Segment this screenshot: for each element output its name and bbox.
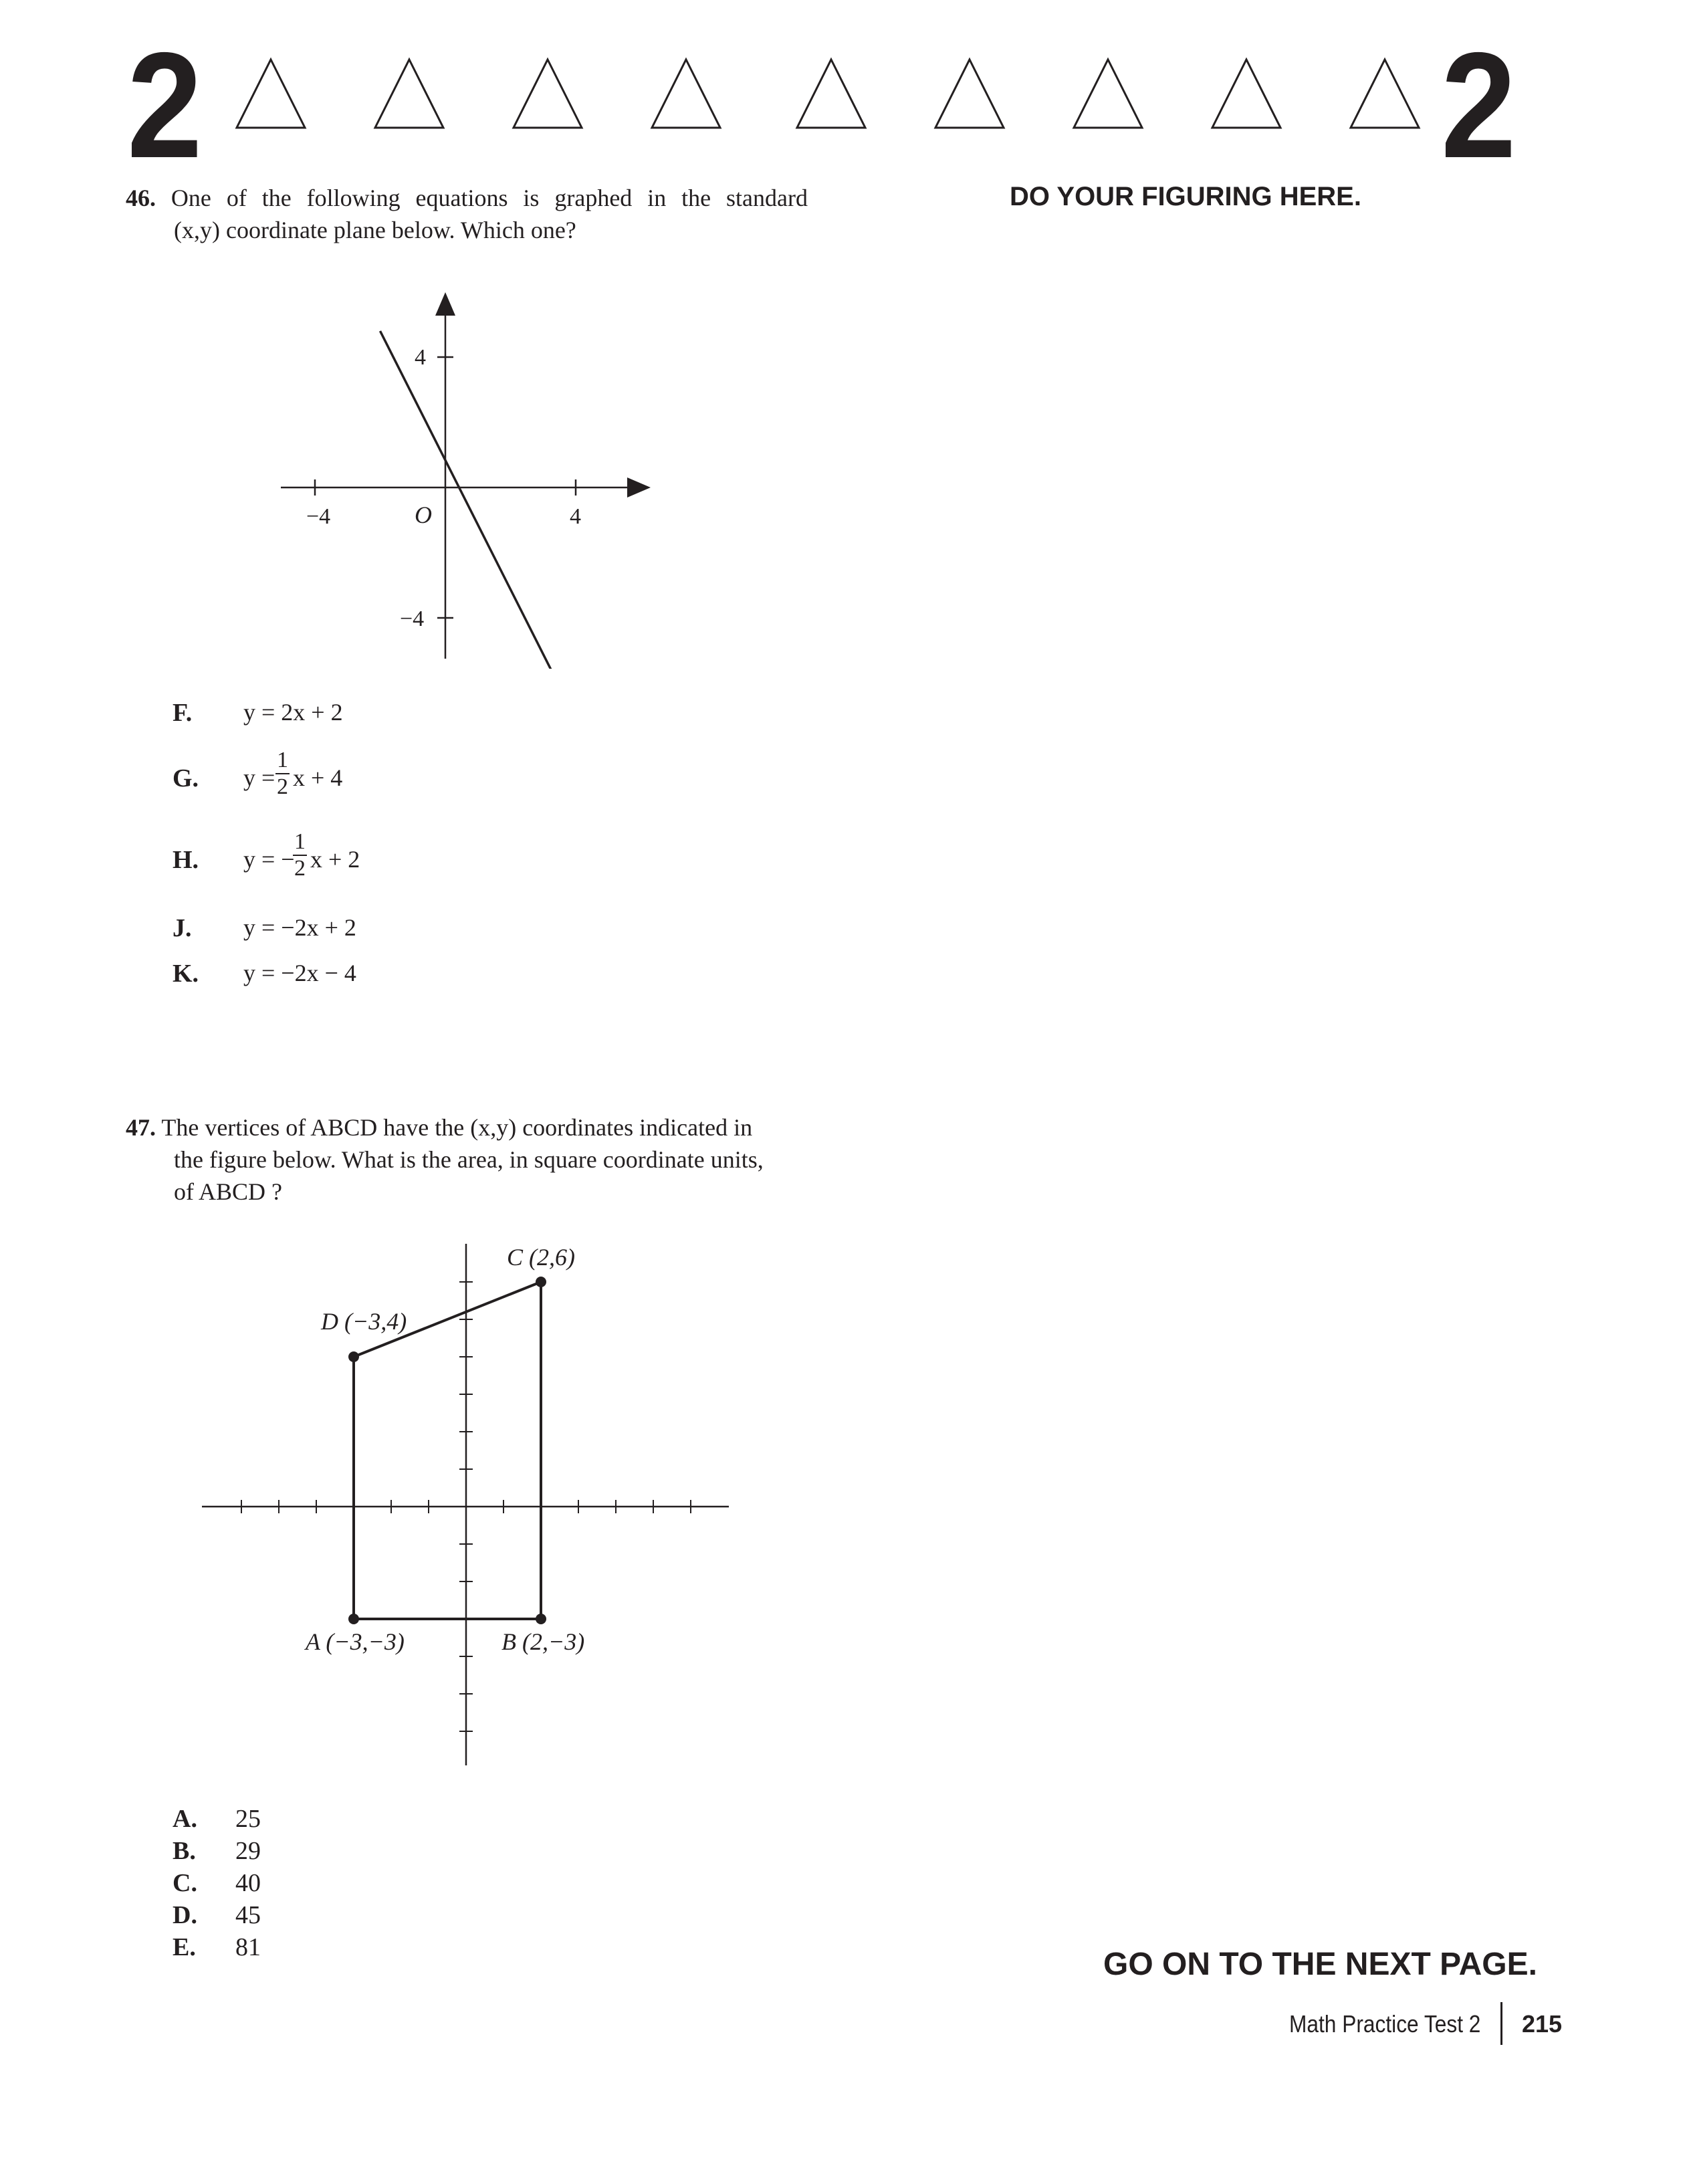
option-equation-left: y = − <box>243 846 295 873</box>
fraction-numerator: 1 <box>293 829 307 856</box>
question-text: of ABCD ? <box>174 1178 282 1205</box>
next-page-note: GO ON TO THE NEXT PAGE. <box>1103 1947 1537 1982</box>
q47-options <box>173 1803 261 1963</box>
option-e[interactable] <box>173 1931 261 1963</box>
triangle-icon <box>511 57 584 130</box>
option-equation: y = 2x + 2 <box>243 699 343 726</box>
vertex-b <box>536 1614 546 1624</box>
option-value: 40 <box>235 1869 261 1897</box>
option-b[interactable] <box>173 1835 261 1867</box>
option-letter: D. <box>173 1901 197 1929</box>
x-tick-label: 4 <box>570 504 581 529</box>
triangle-icon <box>1348 57 1422 130</box>
question-number: 47. <box>126 1114 156 1141</box>
option-equation-right: x + 2 <box>310 846 360 873</box>
option-value: 29 <box>235 1837 261 1865</box>
y-tick-label: 4 <box>415 345 426 370</box>
fraction-denominator: 2 <box>277 774 288 799</box>
test-name: Math Practice Test 2 <box>1289 2010 1481 2038</box>
option-letter: C. <box>173 1869 197 1897</box>
option-letter: A. <box>173 1805 197 1833</box>
vertex-c <box>536 1277 546 1287</box>
fraction <box>275 748 290 800</box>
footer-divider <box>1500 2002 1502 2045</box>
question-text: One of the following equations is graphed in the standard <box>171 185 808 211</box>
option-letter: K. <box>173 960 199 988</box>
vertex-a <box>348 1614 359 1624</box>
option-letter: H. <box>173 846 199 874</box>
option-letter: B. <box>173 1837 196 1865</box>
question-text: (x,y) coordinate plane below. Which one? <box>174 217 576 243</box>
question-46 <box>126 182 808 246</box>
vertex-d-label: D (−3,4) <box>321 1308 407 1335</box>
x-tick-label: −4 <box>306 504 331 529</box>
option-value: 45 <box>235 1901 261 1929</box>
question-text: the figure below. What is the area, in square coordinate units, <box>174 1146 764 1173</box>
fraction-numerator: 1 <box>275 748 290 774</box>
triangle-icon <box>649 57 723 130</box>
option-a[interactable] <box>173 1803 261 1835</box>
fraction <box>293 829 307 881</box>
option-letter: J. <box>173 914 192 942</box>
option-equation: y = −2x − 4 <box>243 960 356 986</box>
section-number-left: 2 <box>127 21 203 189</box>
triangle-icon <box>1210 57 1283 130</box>
fraction-denominator: 2 <box>294 856 306 881</box>
option-value: 25 <box>235 1805 261 1833</box>
option-d[interactable] <box>173 1899 261 1931</box>
triangle-icon <box>794 57 868 130</box>
question-number: 46. <box>126 185 156 211</box>
origin-label: O <box>415 502 432 528</box>
option-letter: F. <box>173 699 193 727</box>
section-number-right: 2 <box>1441 21 1517 189</box>
triangle-row <box>234 57 1424 137</box>
vertex-c-label: C (2,6) <box>507 1244 575 1271</box>
triangle-icon <box>1071 57 1145 130</box>
figuring-note: DO YOUR FIGURING HERE. <box>1010 182 1361 211</box>
option-value: 81 <box>235 1933 261 1961</box>
vertex-b-label: B (2,−3) <box>501 1628 585 1655</box>
vertex-d <box>348 1351 359 1362</box>
question-47 <box>126 1111 814 1208</box>
option-equation: y = −2x + 2 <box>243 914 356 941</box>
option-letter: G. <box>173 764 199 792</box>
y-tick-label: −4 <box>400 607 425 631</box>
option-equation-right: x + 4 <box>293 764 343 791</box>
question-text: The vertices of ABCD have the (x,y) coordinates indicated in <box>161 1114 753 1141</box>
triangle-icon <box>933 57 1006 130</box>
option-c[interactable] <box>173 1867 261 1899</box>
q47-graph <box>194 1237 742 1772</box>
q46-graph <box>267 281 669 669</box>
page-number: 215 <box>1522 2010 1563 2038</box>
option-letter: E. <box>173 1933 196 1961</box>
triangle-icon <box>372 57 446 130</box>
vertex-a-label: A (−3,−3) <box>306 1628 405 1655</box>
triangle-icon <box>234 57 308 130</box>
option-equation-left: y = <box>243 764 275 791</box>
